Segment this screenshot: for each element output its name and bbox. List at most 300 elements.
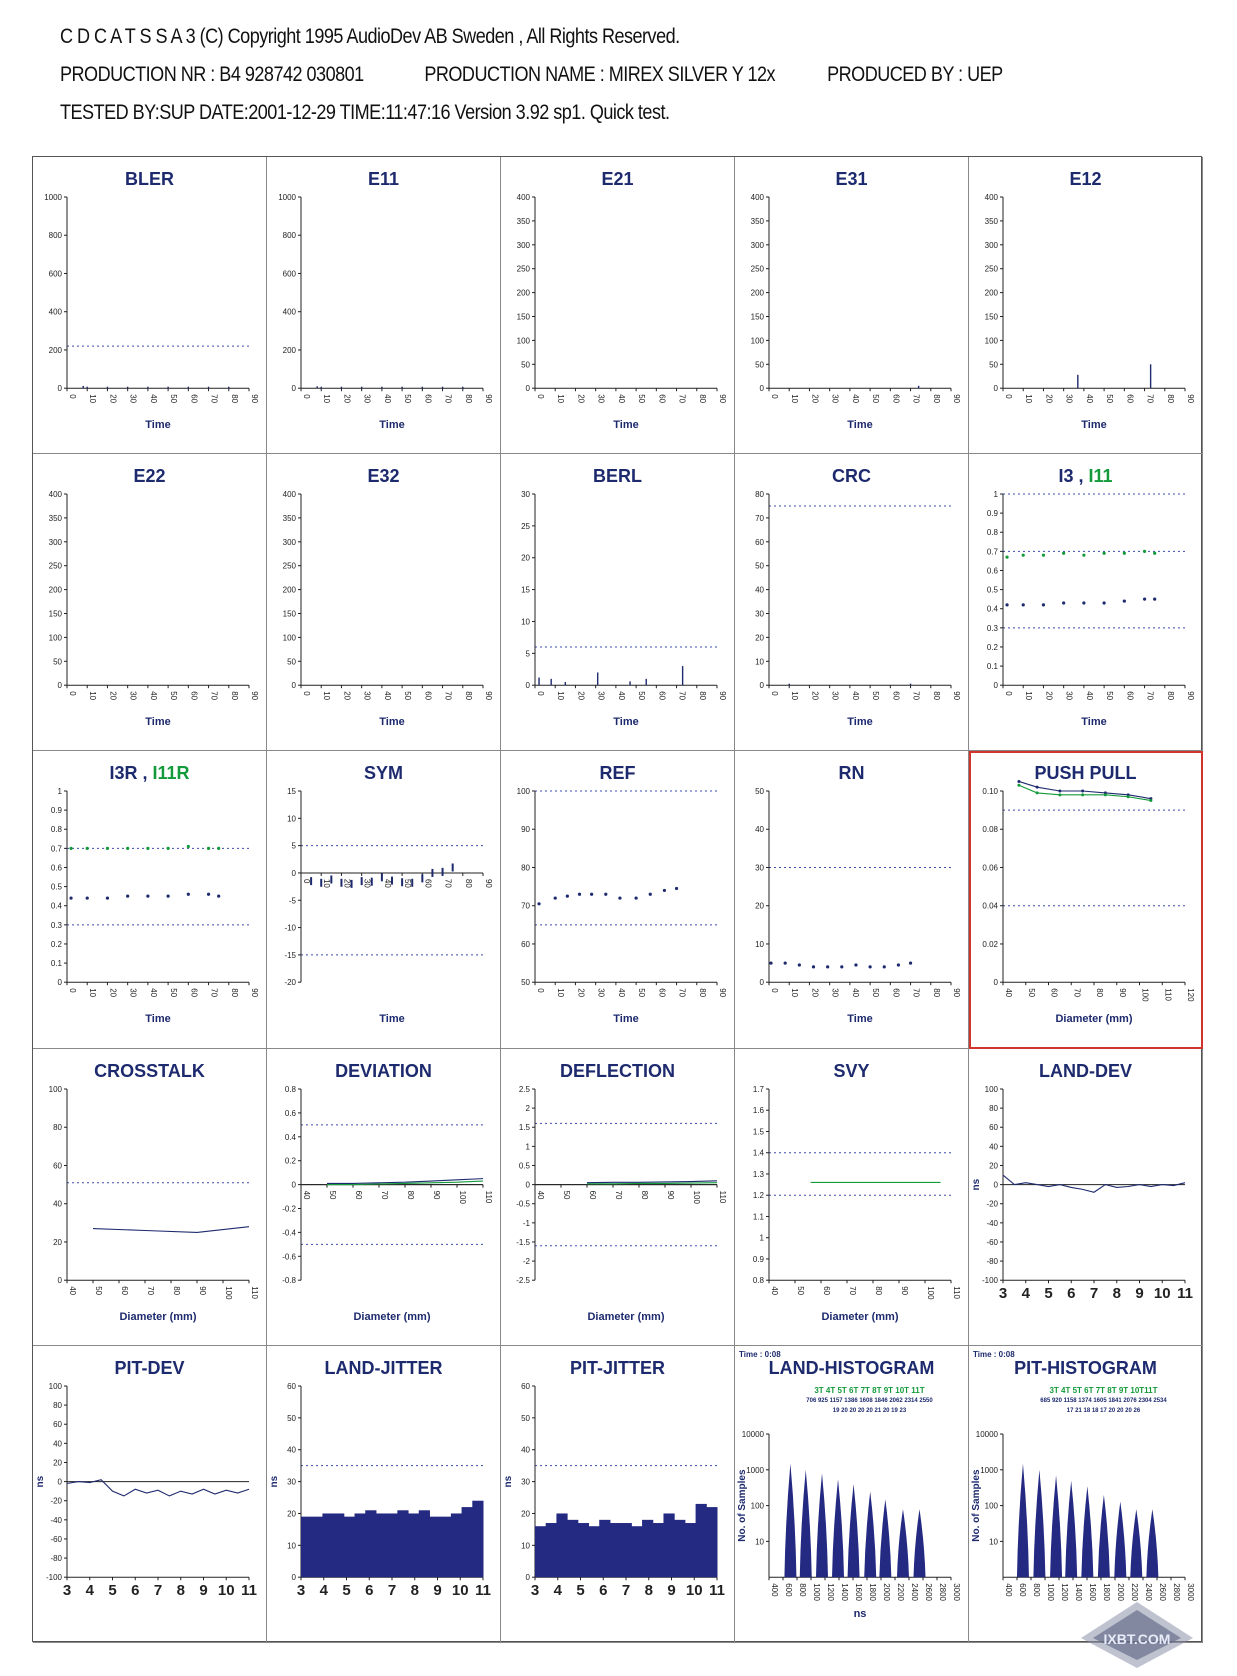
jitter-bar: [419, 1510, 430, 1577]
x-tick-label: 50: [1026, 988, 1036, 998]
jitter-bar: [365, 1510, 376, 1577]
plot-area: [735, 1346, 969, 1643]
x-axis-label: Time: [379, 419, 405, 432]
data-point: [840, 966, 843, 969]
x-tick-label: 800: [798, 1582, 807, 1597]
x-tick-label: 70: [677, 394, 687, 404]
chart-landdev: [969, 1049, 1203, 1346]
jitter-bar: [556, 1513, 567, 1577]
x-tick-label: 40: [382, 394, 392, 404]
x-tick-label: 50: [328, 1190, 337, 1200]
x-tick-label: 60: [189, 691, 199, 701]
y-tick-label: 100: [282, 633, 296, 643]
x-axis-label: Diameter (mm): [821, 1310, 899, 1323]
y-tick-label: 400: [282, 490, 296, 500]
jitter-bar: [451, 1513, 462, 1577]
chart-e22: [33, 454, 267, 751]
histogram-label-row: 19 20 20 20 20 21 20 19 23: [832, 1407, 907, 1414]
y-tick-label: 20: [287, 1509, 296, 1519]
y-tick-label: 100: [48, 1381, 62, 1391]
y-tick-label: 40: [53, 1199, 62, 1209]
y-tick-label: -15: [284, 951, 296, 961]
histogram-label-row: 685 920 1158 1374 1605 1841 2076 2304 2534: [1040, 1397, 1167, 1404]
data-point: [909, 962, 912, 965]
y-tick-label: 200: [48, 345, 62, 355]
x-tick-label: 90: [250, 691, 259, 701]
x-axis-label: Time: [145, 1013, 171, 1026]
data-point: [649, 893, 652, 896]
x-tick-label: 3: [296, 1581, 306, 1599]
x-tick-label: 20: [108, 988, 118, 998]
test-info-line: TESTED BY:SUP DATE:2001-12-29 TIME:11:47:16 Version 3.92 sp1. Quick test.: [60, 101, 670, 124]
jitter-bar: [599, 1520, 610, 1577]
plot-area: [267, 454, 501, 751]
x-tick-label: 60: [423, 879, 433, 889]
data-point: [1082, 602, 1085, 605]
y-tick-label: -0.2: [282, 1204, 296, 1214]
x-tick-label: 2400: [910, 1582, 919, 1601]
chart-deflection: [501, 1049, 735, 1346]
y-tick-label: -0.4: [282, 1227, 296, 1237]
y-tick-label: 60: [521, 940, 530, 950]
x-tick-label: 1800: [868, 1582, 877, 1601]
y-tick-label: 0.4: [986, 604, 998, 614]
data-point: [1005, 603, 1008, 606]
y-tick-label: 600: [48, 269, 62, 279]
data-point: [869, 966, 872, 969]
data-point: [207, 847, 210, 850]
y-tick-label: -80: [50, 1553, 62, 1563]
data-point: [1042, 554, 1045, 557]
y-tick-label: 1.4: [752, 1148, 764, 1158]
x-tick-label: 70: [848, 1285, 857, 1295]
data-point: [769, 962, 772, 965]
y-tick-label: 0.4: [284, 1132, 296, 1142]
y-tick-label: 90: [521, 825, 530, 835]
x-tick-label: 60: [891, 691, 901, 701]
data-point: [554, 897, 557, 900]
x-tick-label: 90: [1186, 394, 1195, 404]
x-tick-label: 2000: [1116, 1582, 1125, 1601]
x-tick-label: 110: [484, 1190, 493, 1203]
y-tick-label: 0: [993, 978, 998, 988]
x-tick-label: 30: [830, 988, 840, 998]
x-tick-label: 40: [1084, 691, 1094, 701]
histogram-peak-6T: [1065, 1480, 1077, 1577]
y-tick-label: 400: [516, 193, 530, 202]
y-tick-label: 0.4: [50, 902, 62, 912]
y-tick-label: 20: [755, 633, 764, 643]
x-tick-label: 80: [463, 879, 473, 889]
chart-title-main: RN: [838, 763, 865, 784]
y-tick-label: -40: [50, 1515, 62, 1525]
y-tick-label: 0: [57, 1275, 62, 1285]
data-point: [1143, 598, 1146, 601]
y-tick-label: 0.6: [50, 863, 62, 873]
y-tick-label: 10: [755, 940, 764, 950]
chart-title-secondary: I11: [1088, 466, 1113, 487]
chart-pitdev: [33, 1346, 267, 1643]
x-tick-label: 90: [432, 1190, 441, 1200]
jitter-bar: [706, 1507, 717, 1577]
y-axis-label: ns: [35, 1475, 46, 1488]
chart-title-main: I3R: [109, 763, 138, 784]
y-tick-label: 0.5: [50, 882, 62, 892]
jitter-bar: [322, 1513, 333, 1577]
jitter-bar: [578, 1523, 589, 1577]
plot-area: [969, 1346, 1203, 1643]
y-tick-label: 60: [989, 1122, 998, 1132]
y-tick-label: 0: [57, 1477, 62, 1487]
data-point: [1149, 799, 1152, 802]
histogram-peak-4T: [800, 1470, 812, 1577]
x-tick-label: 40: [770, 1285, 779, 1295]
x-tick-label: 600: [1018, 1582, 1027, 1597]
data-point: [1005, 556, 1008, 559]
y-tick-label: -0.8: [282, 1275, 296, 1285]
chart-title-main: BLER: [125, 169, 174, 189]
y-tick-label: 0: [993, 1180, 998, 1190]
x-tick-label: 90: [952, 691, 961, 701]
y-tick-label: 100: [516, 787, 530, 797]
chart-title-main: E32: [367, 466, 400, 487]
y-tick-label: -2: [522, 1256, 530, 1266]
y-tick-label: 800: [48, 231, 62, 241]
plot-area: [33, 1049, 267, 1346]
x-tick-label: 40: [382, 691, 392, 701]
x-tick-label: 60: [423, 394, 433, 404]
data-point: [1082, 554, 1085, 557]
y-tick-label: 0.6: [284, 1108, 296, 1118]
x-tick-label: 50: [562, 1190, 571, 1200]
y-axis-label: ns: [971, 1178, 982, 1191]
y-tick-label: 100: [48, 633, 62, 643]
chart-rn: [735, 751, 969, 1048]
x-tick-label: 70: [911, 988, 921, 998]
y-tick-label: 50: [521, 978, 530, 988]
chart-title-main: PIT-DEV: [114, 1357, 185, 1378]
data-point: [1153, 598, 1156, 601]
data-point: [1103, 552, 1106, 555]
y-tick-label: 60: [53, 1161, 62, 1171]
y-tick-label: 0: [759, 681, 764, 691]
data-point: [635, 897, 638, 900]
data-point: [126, 847, 129, 850]
plot-area: [969, 454, 1203, 751]
x-tick-label: 30: [362, 879, 372, 889]
y-tick-label: 0: [759, 978, 764, 988]
report-header: [60, 18, 1060, 132]
x-tick-label: 10: [685, 1581, 703, 1599]
x-tick-label: 30: [362, 691, 372, 701]
data-point: [897, 964, 900, 967]
x-tick-label: 5: [576, 1581, 585, 1599]
production-name: PRODUCTION NAME : MIREX SILVER Y 12x: [424, 63, 776, 86]
x-tick-label: 110: [952, 1285, 961, 1299]
plot-area: [267, 157, 501, 454]
data-point: [126, 895, 129, 898]
data-point: [578, 893, 581, 896]
x-tick-label: 50: [796, 1285, 805, 1295]
y-tick-label: 20: [755, 902, 764, 912]
chart-title-main: DEVIATION: [335, 1060, 432, 1081]
chart-title-main: CROSSTALK: [94, 1060, 205, 1081]
x-tick-label: 80: [1095, 988, 1104, 998]
x-axis-label: Time: [379, 1013, 405, 1026]
chart-e32: [267, 454, 501, 751]
data-point: [207, 893, 210, 896]
y-tick-label: 0.7: [986, 547, 998, 557]
jitter-bar: [685, 1523, 696, 1577]
y-tick-label: 600: [282, 269, 296, 279]
x-tick-label: 70: [911, 394, 921, 404]
x-tick-label: 50: [637, 988, 647, 998]
y-tick-label: 5: [525, 649, 530, 659]
jitter-bar: [355, 1513, 366, 1577]
x-axis-label: Diameter (mm): [119, 1310, 197, 1323]
chart-title-main: SVY: [833, 1060, 870, 1081]
series-line: [93, 1226, 249, 1232]
y-tick-label: 0.1: [50, 959, 62, 969]
y-tick-label: 0.5: [986, 585, 998, 595]
chart-pushpull: [969, 751, 1203, 1048]
x-tick-label: 80: [229, 988, 239, 998]
x-tick-label: 80: [697, 394, 707, 404]
x-axis-label: Time: [1081, 716, 1107, 729]
y-tick-label: 0.02: [982, 940, 998, 950]
x-tick-label: 30: [596, 394, 606, 404]
x-tick-label: 2800: [1172, 1582, 1181, 1601]
histogram-peak-7T: [848, 1484, 860, 1577]
x-tick-label: 70: [1145, 394, 1155, 404]
x-tick-label: 40: [68, 1285, 77, 1295]
y-tick-label: 0.7: [50, 844, 62, 854]
x-axis-label: Time: [847, 1013, 873, 1026]
jitter-bar: [621, 1523, 632, 1577]
y-tick-label: 800: [282, 231, 296, 241]
y-tick-label: 40: [755, 825, 764, 835]
x-tick-label: 7: [387, 1581, 397, 1599]
y-tick-label: 200: [516, 288, 530, 298]
watermark-text: IXBT.COM: [1103, 1631, 1171, 1647]
x-tick-label: 400: [1004, 1582, 1013, 1597]
plot-area: [267, 1346, 501, 1643]
x-tick-label: 40: [850, 691, 860, 701]
x-tick-label: 90: [250, 394, 259, 404]
y-tick-label: 20: [989, 1161, 998, 1171]
x-tick-label: 70: [1145, 691, 1155, 701]
x-axis-label: Time: [613, 419, 639, 432]
x-axis-label: Time: [145, 716, 171, 729]
y-tick-label: 300: [984, 240, 998, 250]
histogram-peak-8T: [1098, 1495, 1110, 1577]
x-tick-label: 30: [1064, 394, 1074, 404]
x-tick-label: 70: [443, 691, 453, 701]
x-tick-label: 30: [128, 394, 138, 404]
x-axis-label: Time: [847, 716, 873, 729]
y-tick-label: 1: [759, 1233, 764, 1243]
y-tick-label: 350: [750, 216, 764, 226]
data-point: [69, 847, 72, 850]
histogram-peak-6T: [832, 1479, 844, 1577]
x-tick-label: 11: [241, 1581, 257, 1599]
y-tick-label: 80: [53, 1122, 62, 1132]
x-tick-label: 3: [62, 1581, 72, 1599]
x-tick-label: 80: [1165, 394, 1175, 404]
x-tick-label: 9: [433, 1581, 442, 1599]
data-point: [566, 895, 569, 898]
data-point: [69, 897, 72, 900]
x-tick-label: 90: [718, 394, 727, 404]
x-tick-label: 3: [530, 1581, 540, 1599]
data-point: [675, 887, 678, 890]
y-tick-label: -2.5: [516, 1275, 530, 1285]
data-point: [1036, 792, 1039, 795]
x-tick-label: 80: [640, 1190, 649, 1200]
x-tick-label: 0: [1004, 394, 1013, 399]
y-tick-label: 0: [525, 681, 530, 691]
y-tick-label: 5: [291, 842, 296, 852]
chart-title-main: PIT-HISTOGRAM: [1014, 1357, 1157, 1378]
y-tick-label: 1: [57, 787, 62, 797]
data-point: [1123, 600, 1126, 603]
data-point: [1042, 603, 1045, 606]
x-tick-label: 90: [952, 988, 961, 998]
x-axis-label: Diameter (mm): [1055, 1013, 1133, 1026]
x-tick-label: 90: [1186, 691, 1195, 701]
y-tick-label: 30: [287, 1477, 296, 1487]
y-tick-label: 350: [516, 216, 530, 226]
y-tick-label: 0.8: [284, 1084, 296, 1094]
x-tick-label: 80: [931, 394, 941, 404]
chart-crosstalk: [33, 1049, 267, 1346]
production-number: PRODUCTION NR : B4 928742 030801: [60, 63, 364, 86]
y-tick-label: 250: [516, 264, 530, 274]
data-point: [106, 897, 109, 900]
x-tick-label: 80: [931, 691, 941, 701]
x-tick-label: 600: [784, 1582, 793, 1597]
data-point: [826, 966, 829, 969]
x-tick-label: 50: [1105, 691, 1115, 701]
y-tick-label: 250: [48, 561, 62, 571]
y-tick-label: 150: [48, 609, 62, 619]
data-point: [1036, 786, 1039, 789]
x-tick-label: 20: [1044, 691, 1054, 701]
y-tick-label: -60: [50, 1534, 62, 1544]
y-tick-label: 0.9: [752, 1254, 764, 1264]
y-tick-label: 300: [750, 240, 764, 250]
jitter-bar: [333, 1513, 344, 1577]
y-tick-label: 10: [287, 814, 296, 824]
x-tick-label: 110: [250, 1285, 259, 1299]
x-tick-label: 10: [790, 691, 800, 701]
y-tick-label: 25: [521, 522, 530, 532]
y-tick-label: 0.9: [50, 806, 62, 816]
jitter-bar: [589, 1526, 600, 1577]
y-tick-label: 60: [53, 1420, 62, 1430]
x-tick-label: 40: [382, 879, 392, 889]
jitter-bar: [546, 1523, 557, 1577]
y-tick-label: 0.08: [982, 825, 998, 835]
data-point: [86, 897, 89, 900]
x-tick-label: 8: [176, 1581, 185, 1599]
x-tick-label: 20: [342, 691, 352, 701]
x-tick-label: 60: [588, 1190, 597, 1200]
data-point: [1103, 602, 1106, 605]
plot-area: [501, 1346, 735, 1643]
x-axis-label: Time: [145, 419, 171, 432]
y-tick-label: 0.6: [986, 566, 998, 576]
y-tick-label: 0.2: [284, 1156, 296, 1166]
x-tick-label: 20: [576, 394, 586, 404]
y-tick-label: 1.6: [752, 1105, 764, 1115]
x-tick-label: 1000: [812, 1582, 821, 1601]
y-tick-label: 20: [521, 1509, 530, 1519]
y-tick-label: 0: [291, 681, 296, 691]
y-tick-label: 400: [48, 490, 62, 500]
x-tick-label: 80: [463, 691, 473, 701]
data-point: [187, 893, 190, 896]
data-point: [590, 893, 593, 896]
y-tick-label: 0.8: [752, 1275, 764, 1285]
x-tick-label: 80: [697, 691, 707, 701]
jitter-bar: [642, 1520, 653, 1577]
chart-pitjitter: [501, 1346, 735, 1643]
y-tick-label: 0: [291, 1180, 296, 1190]
x-tick-label: 60: [657, 691, 667, 701]
x-tick-label: 60: [423, 691, 433, 701]
y-tick-label: 300: [516, 240, 530, 250]
x-axis-label: Time: [1081, 419, 1107, 432]
y-tick-label: 10: [989, 1537, 998, 1547]
y-tick-label: 0: [993, 384, 998, 394]
data-point: [1022, 554, 1025, 557]
y-tick-label: 1000: [746, 1465, 764, 1475]
x-tick-label: 3: [998, 1284, 1008, 1302]
histogram-peak-8T: [864, 1491, 876, 1577]
x-tick-label: 40: [148, 691, 158, 701]
x-tick-label: 90: [484, 879, 493, 889]
y-tick-label: 200: [282, 345, 296, 355]
x-tick-label: 60: [822, 1285, 831, 1295]
x-tick-label: 60: [354, 1190, 363, 1200]
y-tick-label: -60: [986, 1237, 998, 1247]
title-separator: ,: [1073, 466, 1089, 487]
x-axis-label: Time: [613, 716, 639, 729]
x-tick-label: 20: [810, 691, 820, 701]
y-tick-label: 20: [521, 553, 530, 563]
jitter-bar: [440, 1516, 451, 1577]
data-point: [537, 903, 540, 906]
x-axis-label: Time: [847, 419, 873, 432]
x-tick-label: 90: [900, 1285, 909, 1295]
x-tick-label: 4: [319, 1581, 328, 1599]
x-tick-label: 60: [120, 1285, 129, 1295]
y-tick-label: 10000: [975, 1429, 998, 1439]
x-tick-label: 40: [850, 988, 860, 998]
x-axis-label: Diameter (mm): [587, 1310, 665, 1323]
chart-landjitter: [267, 1346, 501, 1643]
y-tick-label: 400: [282, 307, 296, 317]
x-tick-label: 20: [342, 394, 352, 404]
x-tick-label: 1200: [1060, 1582, 1069, 1601]
x-tick-label: 80: [931, 988, 941, 998]
x-tick-label: 100: [224, 1285, 233, 1300]
x-tick-label: 70: [1072, 988, 1082, 998]
chart-ref: [501, 751, 735, 1048]
y-tick-label: -5: [288, 896, 296, 906]
plot-area: [267, 1049, 501, 1346]
